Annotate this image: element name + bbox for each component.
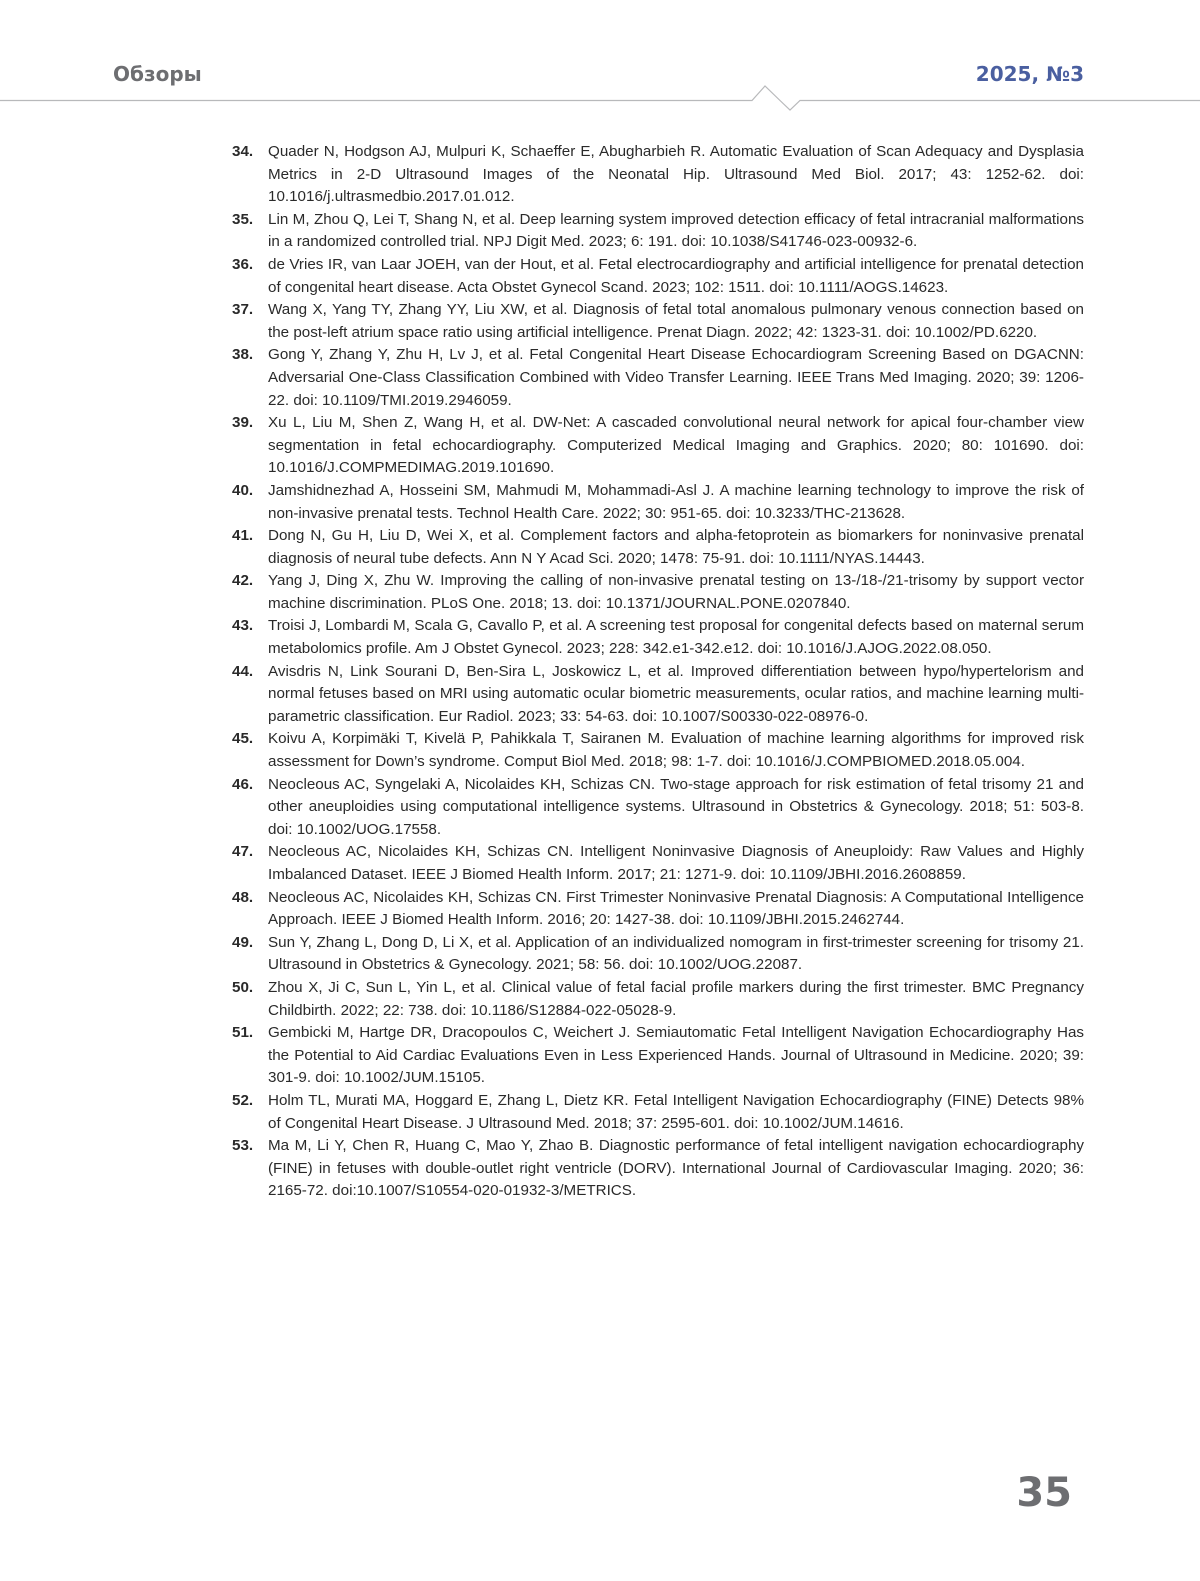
reference-number: 53. [232,1135,253,1158]
reference-number: 43. [232,615,253,638]
reference-number: 50. [232,977,253,1000]
reference-number: 38. [232,344,253,367]
reference-text: Gembicki M, Hartge DR, Dracopoulos C, Weichert J. Semiautomatic Fetal Intelligent Navigation Echocardiography Has the Potential to Aid Cardiac Evaluations Even in Less Experienced Hands. Journal of Ultrasound in Medicine. 2020; 39: 301-9. doi: 10.1002/JUM.15105. [268,1022,1084,1090]
page-number: 35 [1016,1470,1072,1516]
reference-number: 45. [232,728,253,751]
reference-text: Neocleous AC, Nicolaides KH, Schizas CN. Intelligent Noninvasive Diagnosis of Aneuploidy: Raw Values and Highly Imbalanced Dataset. IEEE J Biomed Health Inform. 2017; 21: 1271-9. doi: 10.1109/JBHI.2016.2608859. [268,841,1084,886]
reference-number: 47. [232,841,253,864]
reference-text: Yang J, Ding X, Zhu W. Improving the calling of non-invasive prenatal testing on 13-/18-/21-trisomy by support vector machine discrimination. PLoS One. 2018; 13. doi: 10.1371/JOURNAL.PONE.0207840. [268,570,1084,615]
reference-text: Sun Y, Zhang L, Dong D, Li X, et al. Application of an individualized nomogram in first-trimester screening for trisomy 21. Ultrasound in Obstetrics & Gynecology. 2021; 58: 56. doi: 10.1002/UOG.22087. [268,932,1084,977]
header-rule [0,84,1200,114]
reference-item [232,141,1084,209]
reference-item [232,728,1084,773]
reference-text: Wang X, Yang TY, Zhang YY, Liu XW, et al. Diagnosis of fetal total anomalous pulmonary venous connection based on the post-left atrium space ratio using artificial intelligence. Prenat Diagn. 2022; 42: 1323-31. doi: 10.1002/PD.6220. [268,299,1084,344]
reference-item [232,774,1084,842]
reference-text: Neocleous AC, Syngelaki A, Nicolaides KH, Schizas CN. Two-stage approach for risk estimation of fetal trisomy 21 and other aneuploidies using computational intelligence systems. Ultrasound in Obstetrics & Gynecology. 2018; 51: 503-8. doi: 10.1002/UOG.17558. [268,774,1084,842]
reference-item [232,480,1084,525]
reference-text: Quader N, Hodgson AJ, Mulpuri K, Schaeffer E, Abugharbieh R. Automatic Evaluation of Scan Adequacy and Dysplasia Metrics in 2-D Ultrasound Images of the Neonatal Hip. Ultrasound Med Biol. 2017; 43: 1252-62. doi: 10.1016/j.ultrasmedbio.2017.01.012. [268,141,1084,209]
reference-item [232,841,1084,886]
reference-text: Dong N, Gu H, Liu D, Wei X, et al. Complement factors and alpha-fetoprotein as biomarkers for noninvasive prenatal diagnosis of neural tube defects. Ann N Y Acad Sci. 2020; 1478: 75-91. doi: 10.1111/NYAS.14443. [268,525,1084,570]
reference-text: Lin M, Zhou Q, Lei T, Shang N, et al. Deep learning system improved detection efficacy of fetal intracranial malformations in a randomized controlled trial. NPJ Digit Med. 2023; 6: 191. doi: 10.1038/S41746-023-00932-6. [268,209,1084,254]
reference-item [232,344,1084,412]
running-head-issue: 2025, №3 [976,62,1084,86]
reference-number: 48. [232,887,253,910]
reference-text: Gong Y, Zhang Y, Zhu H, Lv J, et al. Fetal Congenital Heart Disease Echocardiogram Screening Based on DGACNN: Adversarial One-Class Classification Combined with Video Transfer Learning. IEEE Trans Med Imaging. 2020; 39: 1206-22. doi: 10.1109/TMI.2019.2946059. [268,344,1084,412]
reference-item [232,932,1084,977]
reference-item [232,254,1084,299]
reference-item [232,661,1084,729]
running-head-section: Обзоры [113,62,202,86]
reference-number: 40. [232,480,253,503]
reference-number: 37. [232,299,253,322]
reference-item [232,525,1084,570]
reference-item [232,615,1084,660]
reference-item [232,887,1084,932]
reference-number: 46. [232,774,253,797]
reference-list [232,141,1084,1203]
reference-number: 44. [232,661,253,684]
reference-text: Avisdris N, Link Sourani D, Ben-Sira L, Joskowicz L, et al. Improved differentiation between hypo/hypertelorism and normal fetuses based on MRI using automatic ocular biometric measurements, ocular ratios, and machine learning multi-parametric classification. Eur Radiol. 2023; 33: 54-63. doi: 10.1007/S00330-022-08976-0. [268,661,1084,729]
reference-text: de Vries IR, van Laar JOEH, van der Hout, et al. Fetal electrocardiography and artificial intelligence for prenatal detection of congenital heart disease. Acta Obstet Gynecol Scand. 2023; 102: 1511. doi: 10.1111/AOGS.14623. [268,254,1084,299]
reference-item [232,1135,1084,1203]
reference-number: 34. [232,141,253,164]
reference-text: Jamshidnezhad A, Hosseini SM, Mahmudi M, Mohammadi-Asl J. A machine learning technology to improve the risk of non-invasive prenatal tests. Technol Health Care. 2022; 30: 951-65. doi: 10.3233/THC-213628. [268,480,1084,525]
reference-text: Holm TL, Murati MA, Hoggard E, Zhang L, Dietz KR. Fetal Intelligent Navigation Echocardiography (FINE) Detects 98% of Congenital Heart Disease. J Ultrasound Med. 2018; 37: 2595-601. doi: 10.1002/JUM.14616. [268,1090,1084,1135]
reference-item [232,209,1084,254]
reference-item [232,977,1084,1022]
reference-number: 42. [232,570,253,593]
reference-number: 36. [232,254,253,277]
reference-item [232,570,1084,615]
reference-number: 49. [232,932,253,955]
reference-text: Neocleous AC, Nicolaides KH, Schizas CN. First Trimester Noninvasive Prenatal Diagnosis: A Computational Intelligence Approach. IEEE J Biomed Health Inform. 2016; 20: 1427-38. doi: 10.1109/JBHI.2015.2462744. [268,887,1084,932]
reference-text: Troisi J, Lombardi M, Scala G, Cavallo P, et al. A screening test proposal for congenital defects based on maternal serum metabolomics profile. Am J Obstet Gynecol. 2023; 228: 342.e1-342.e12. doi: 10.1016/J.AJOG.2022.08.050. [268,615,1084,660]
reference-item [232,1022,1084,1090]
reference-number: 41. [232,525,253,548]
reference-text: Zhou X, Ji C, Sun L, Yin L, et al. Clinical value of fetal facial profile markers during the first trimester. BMC Pregnancy Childbirth. 2022; 22: 738. doi: 10.1186/S12884-022-05028-9. [268,977,1084,1022]
reference-text: Ma M, Li Y, Chen R, Huang C, Mao Y, Zhao B. Diagnostic performance of fetal intelligent navigation echocardiography (FINE) in fetuses with double-outlet right ventricle (DORV). International Journal of Cardiovascular Imaging. 2020; 36: 2165-72. doi:10.1007/S10554-020-01932-3/METRICS. [268,1135,1084,1203]
reference-number: 39. [232,412,253,435]
reference-item [232,412,1084,480]
reference-number: 52. [232,1090,253,1113]
reference-item [232,299,1084,344]
reference-item [232,1090,1084,1135]
reference-text: Xu L, Liu M, Shen Z, Wang H, et al. DW-Net: A cascaded convolutional neural network for apical four-chamber view segmentation in fetal echocardiography. Computerized Medical Imaging and Graphics. 2020; 80: 101690. doi: 10.1016/J.COMPMEDIMAG.2019.101690. [268,412,1084,480]
reference-number: 51. [232,1022,253,1045]
reference-text: Koivu A, Korpimäki T, Kivelä P, Pahikkala T, Sairanen M. Evaluation of machine learning algorithms for improved risk assessment for Down’s syndrome. Comput Biol Med. 2018; 98: 1-7. doi: 10.1016/J.COMPBIOMED.2018.05.004. [268,728,1084,773]
reference-number: 35. [232,209,253,232]
